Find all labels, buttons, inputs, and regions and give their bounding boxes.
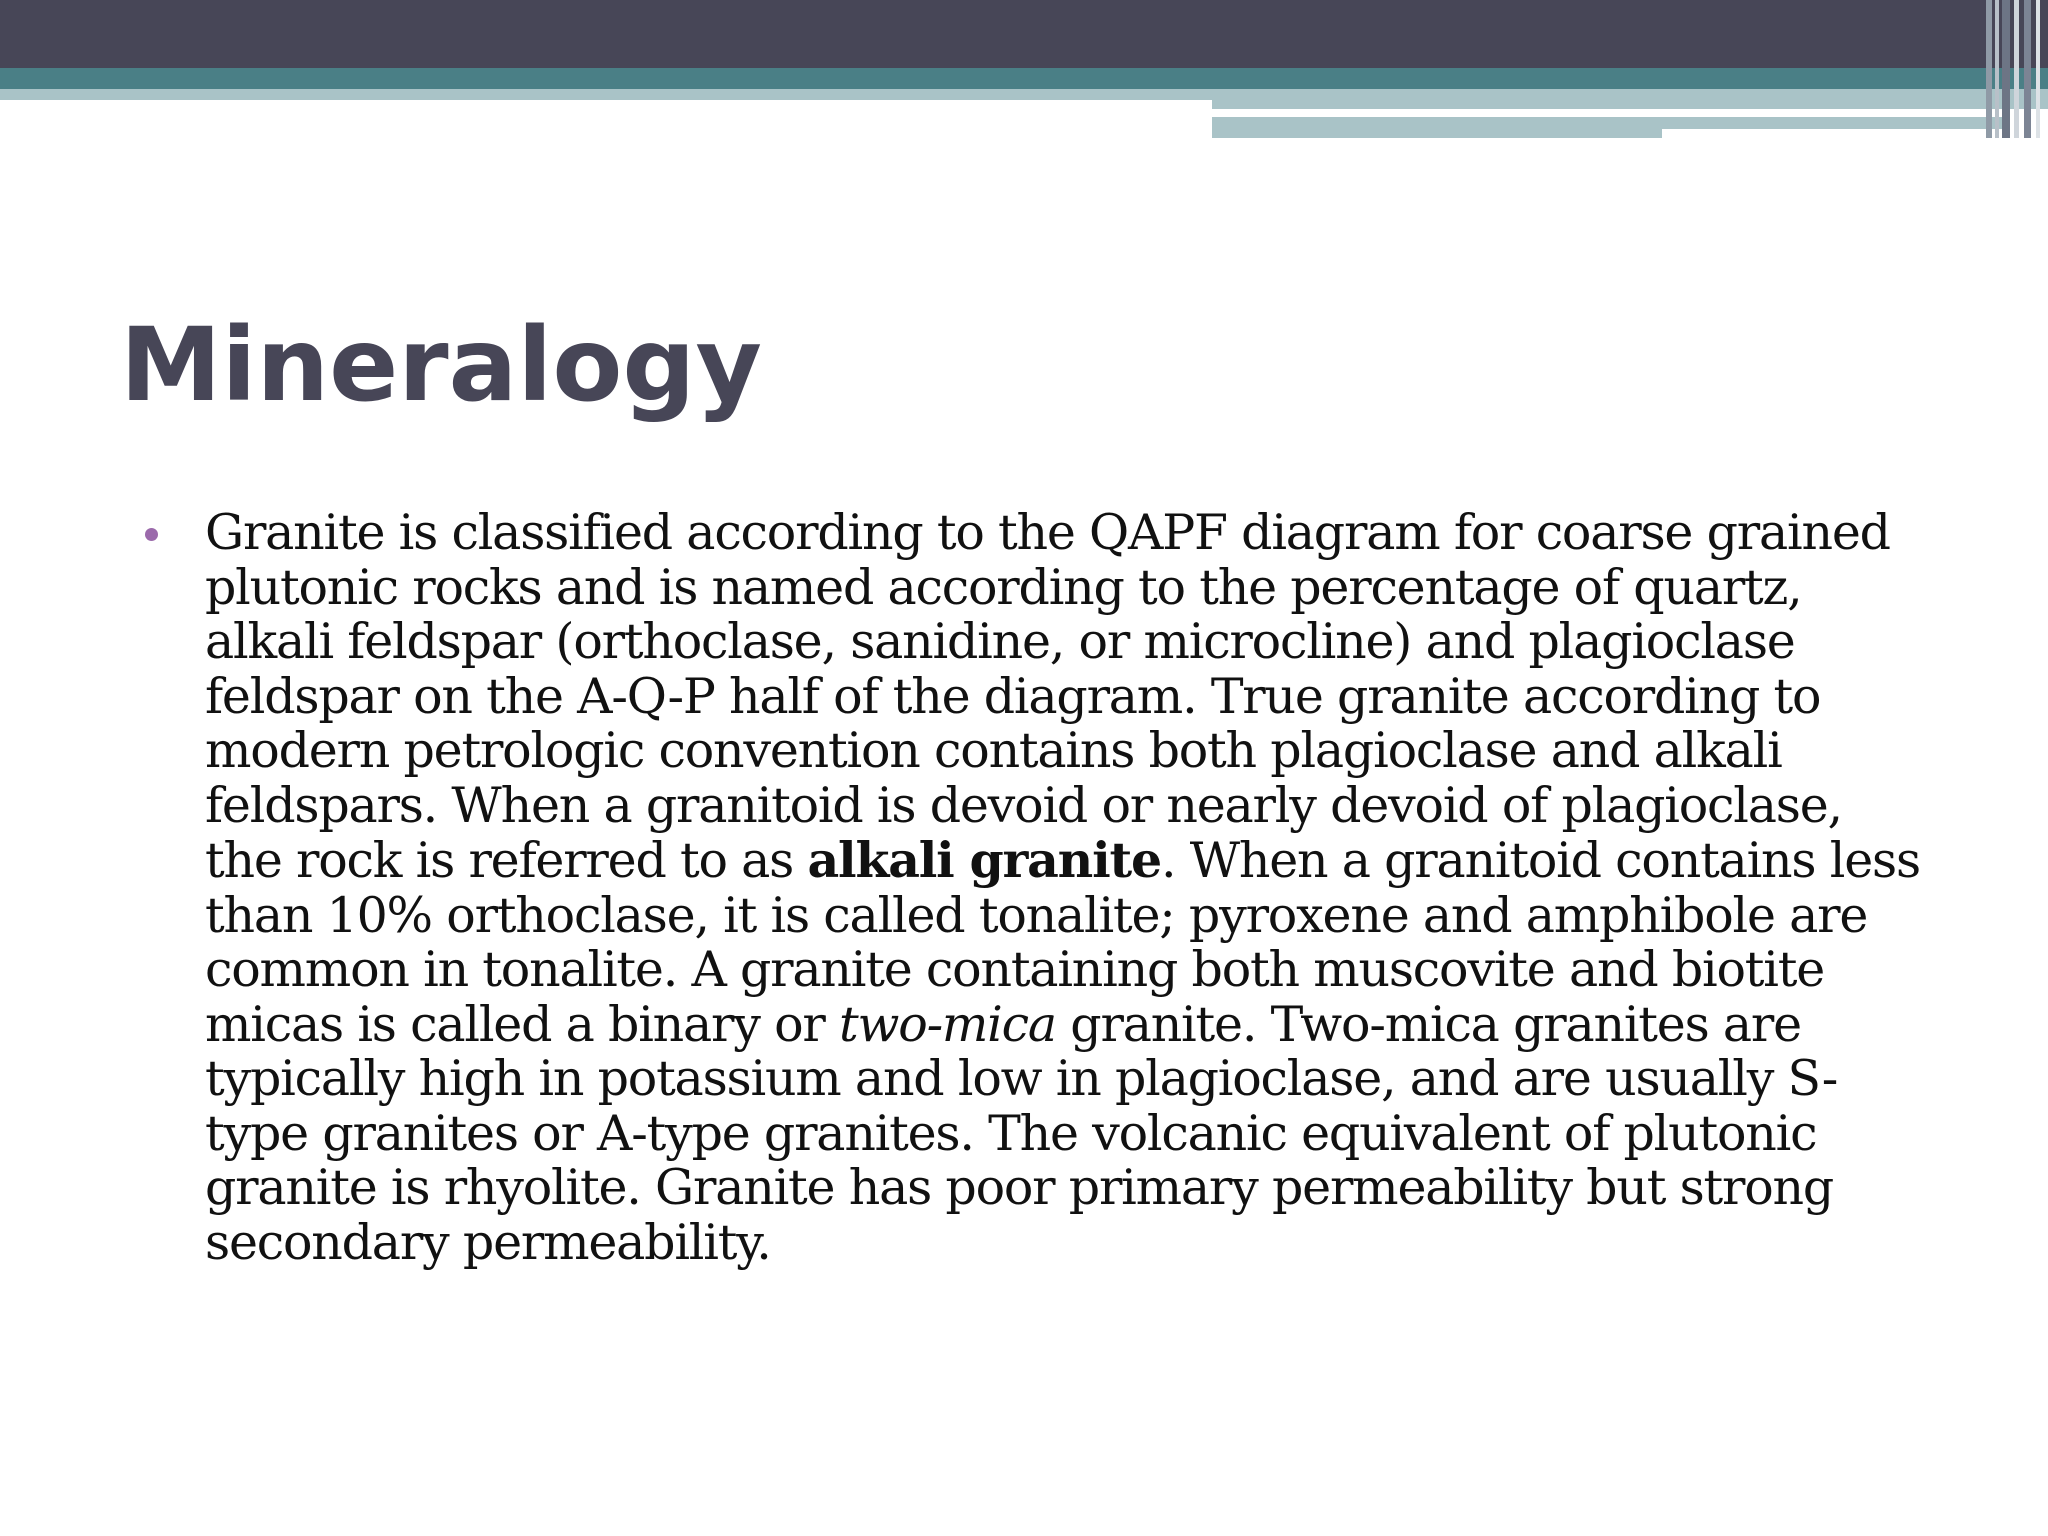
slide-title: Mineralogy bbox=[120, 306, 762, 425]
bullet-item bbox=[145, 506, 1925, 1270]
decorative-stripe bbox=[1995, 0, 1999, 138]
header-bar-light-left bbox=[0, 89, 1212, 100]
decorative-stripe bbox=[2002, 0, 2010, 138]
bullet-text bbox=[205, 506, 1925, 1270]
bullet-italic-term: two-mica bbox=[839, 995, 1056, 1053]
decorative-stripe bbox=[2036, 0, 2040, 138]
decorative-stripe bbox=[2014, 0, 2019, 138]
header-bar-light-lower bbox=[1212, 117, 1662, 138]
bullet-text-part3: granite. Two-mica granites are typically high in potassium and low in plagioclase, and are usually S-type granites or A-type granites. The volcanic equivalent of plutonic granite is rhyolite. Granite has poor primary permeability but strong secondary permeability. bbox=[205, 995, 1838, 1271]
bullet-bold-term: alkali granite bbox=[807, 831, 1161, 889]
header-bar-light-right bbox=[1212, 89, 2048, 109]
header-bar-dark bbox=[0, 0, 2048, 68]
bullet-dot-icon bbox=[145, 528, 158, 541]
slide-body bbox=[145, 506, 1925, 1270]
decorative-stripe bbox=[1986, 0, 1992, 138]
header-bar-teal bbox=[0, 68, 2048, 89]
bullet-text-part1: Granite is classified according to the QAPF diagram for coarse grained plutonic rocks and is named according to the percentage of quartz, alkali feldspar (orthoclase, sanidine, or microcline) and plagioclase feldspar on the A-Q-P half of the diagram. True granite according to modern petrologic convention contains both plagioclase and alkali feldspars. When a granitoid is devoid or nearly devoid of plagioclase, the rock is referred to as bbox=[205, 504, 1890, 889]
header-bar-light-lower-right bbox=[1662, 117, 2002, 129]
bullet-text-part2: . When a granitoid contains less than 10% orthoclase, it is called tonalite; pyroxene and amphibole are common in tonalite. A granite containing both muscovite and biotite micas is called a binary or bbox=[205, 832, 1920, 1053]
decorative-stripe bbox=[2024, 0, 2031, 138]
